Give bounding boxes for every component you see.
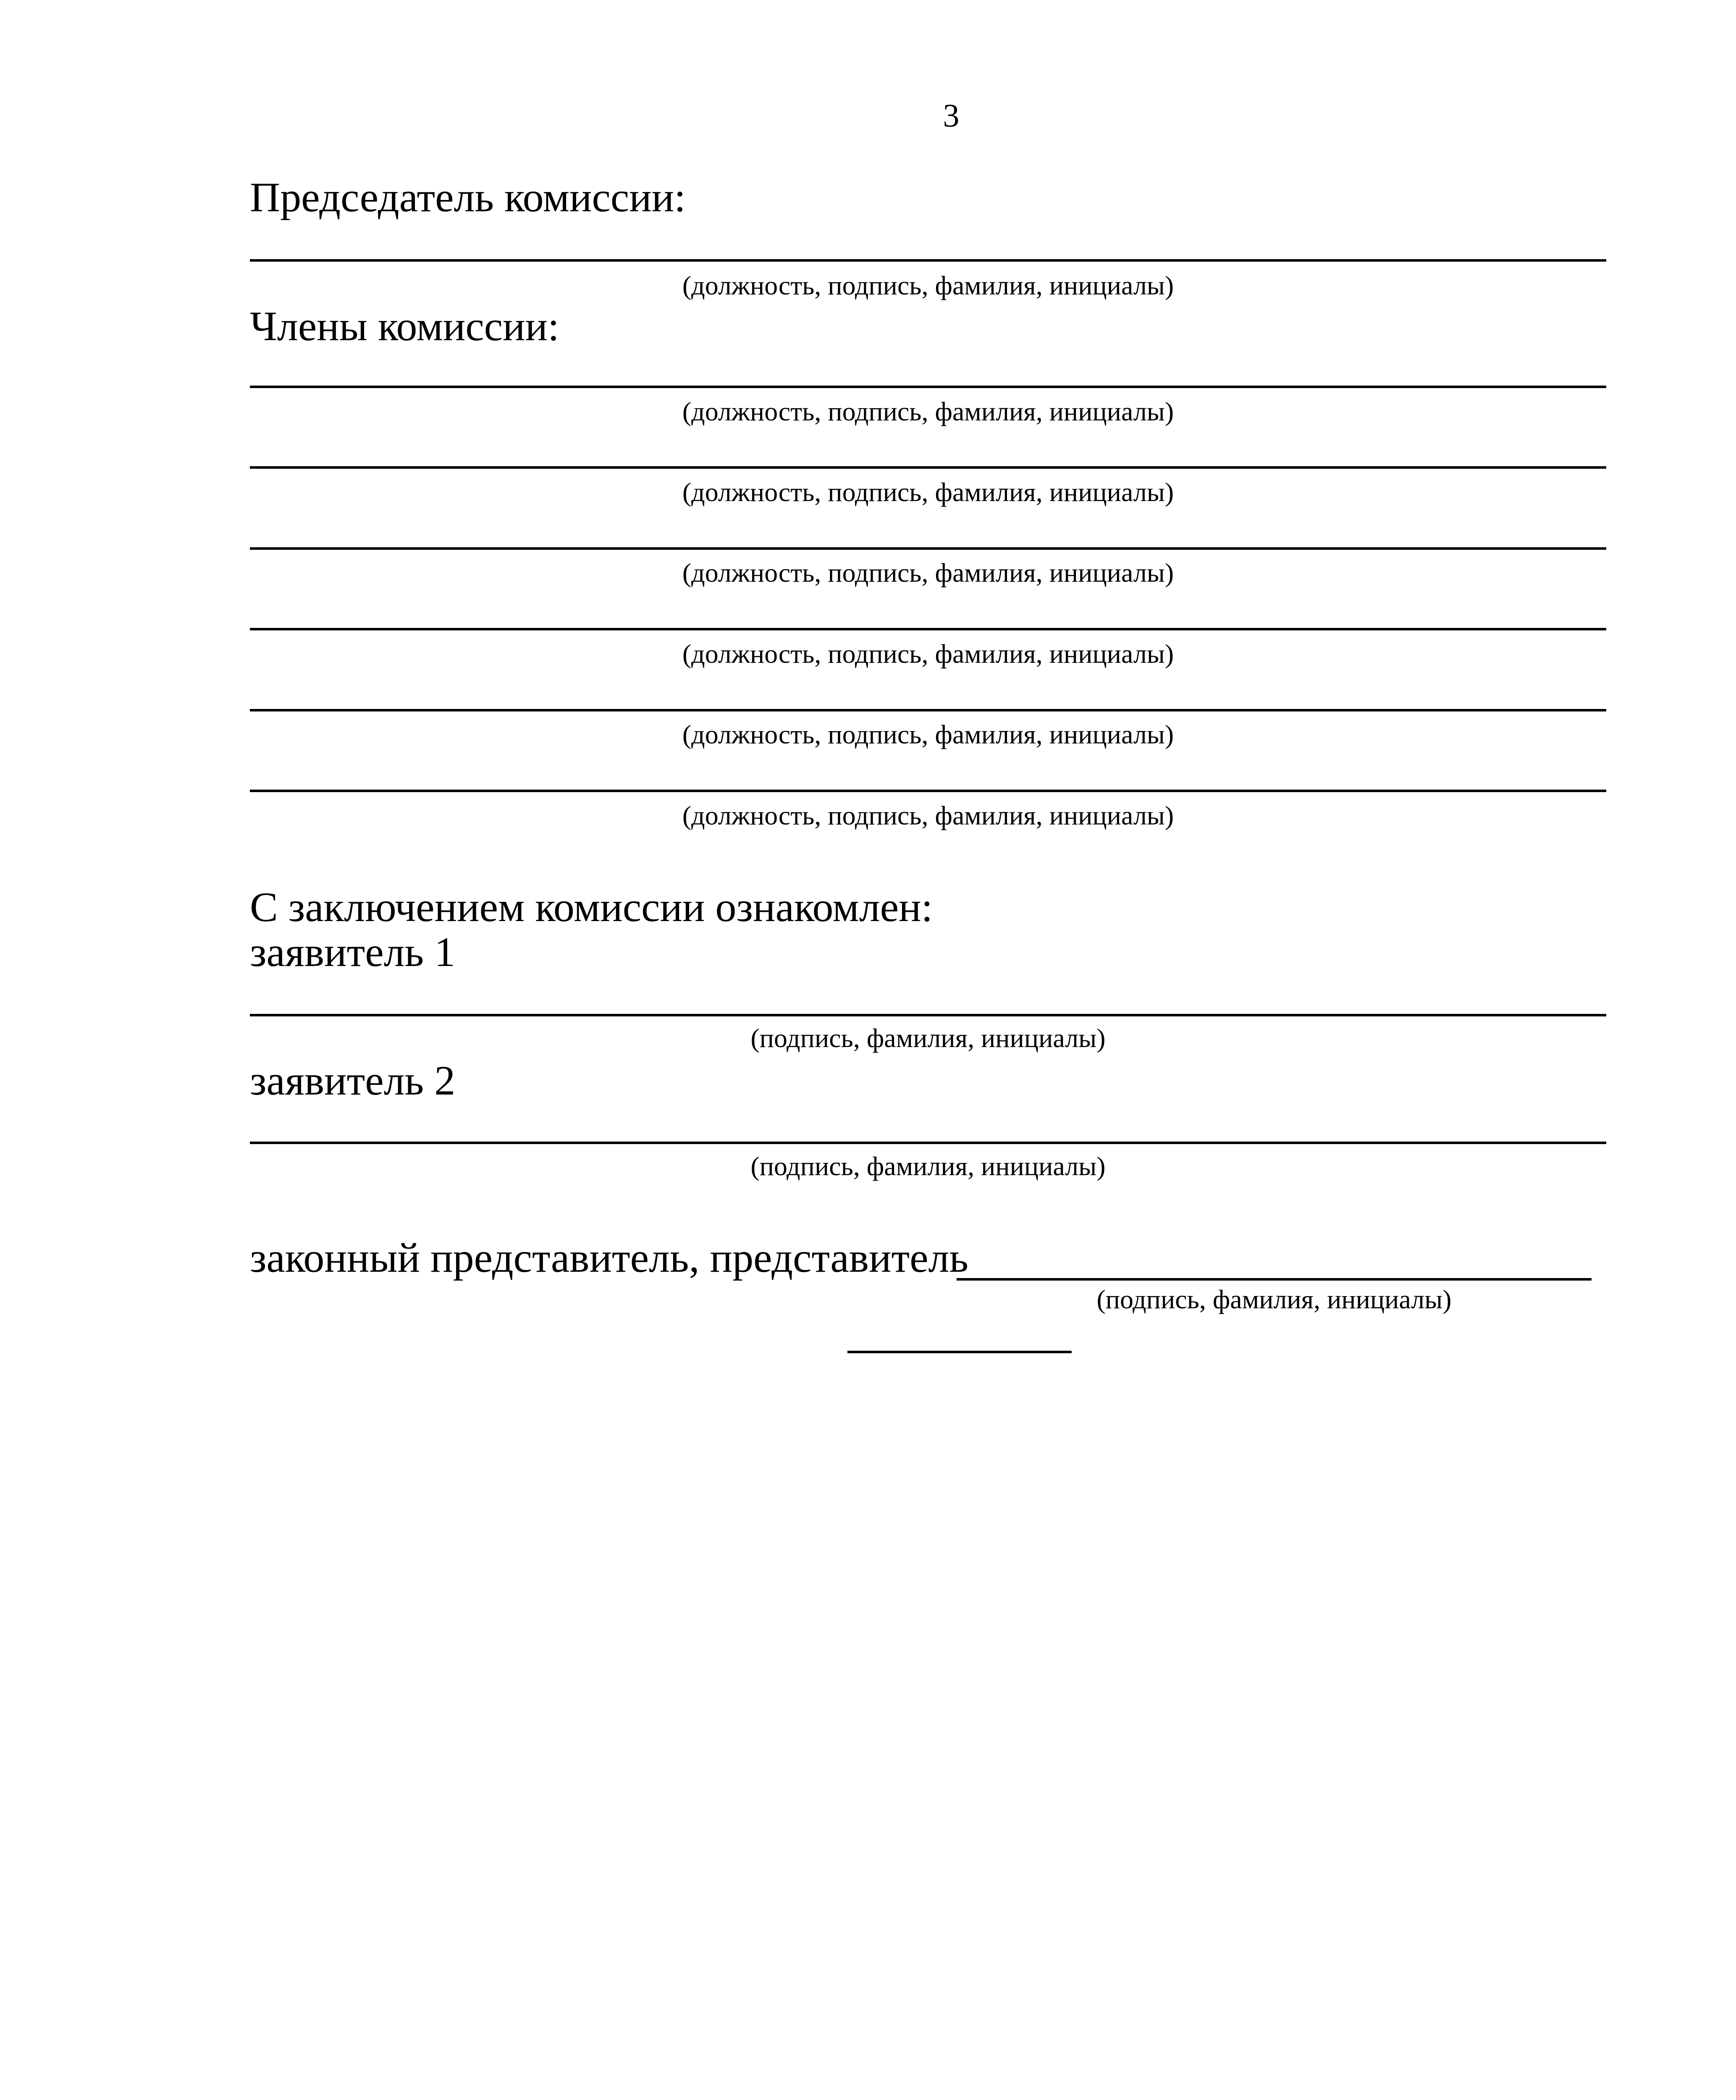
chairman-heading: Председатель комиссии: — [250, 174, 686, 220]
member-caption: (должность, подпись, фамилия, инициалы) — [682, 558, 1174, 588]
applicant2-caption: (подпись, фамилия, инициалы) — [750, 1151, 1106, 1181]
end-of-document-divider — [847, 1351, 1072, 1353]
member-signature-line — [250, 466, 1606, 469]
applicant1-label: заявитель 1 — [250, 929, 456, 975]
member-signature-line — [250, 709, 1606, 711]
applicant1-signature-line — [250, 1014, 1606, 1016]
applicant2-label: заявитель 2 — [250, 1057, 456, 1104]
representative-label: законный представитель, представитель — [250, 1234, 969, 1281]
chairman-caption: (должность, подпись, фамилия, инициалы) — [682, 270, 1174, 300]
member-signature-line — [250, 790, 1606, 792]
member-signature-line — [250, 386, 1606, 388]
applicant2-signature-line — [250, 1142, 1606, 1144]
applicant1-caption: (подпись, фамилия, инициалы) — [750, 1023, 1106, 1053]
member-caption: (должность, подпись, фамилия, инициалы) — [682, 801, 1174, 830]
representative-signature-line — [957, 1278, 1592, 1281]
member-signature-line — [250, 628, 1606, 630]
page-number: 3 — [943, 97, 960, 134]
acquaintance-heading: С заключением комиссии ознакомлен: — [250, 884, 933, 930]
members-heading: Члены комиссии: — [250, 303, 559, 349]
member-caption: (должность, подпись, фамилия, инициалы) — [682, 477, 1174, 507]
member-caption: (должность, подпись, фамилия, инициалы) — [682, 639, 1174, 669]
member-signature-line — [250, 547, 1606, 550]
member-caption: (должность, подпись, фамилия, инициалы) — [682, 396, 1174, 426]
chairman-signature-line — [250, 259, 1606, 262]
representative-caption: (подпись, фамилия, инициалы) — [1096, 1284, 1452, 1314]
member-caption: (должность, подпись, фамилия, инициалы) — [682, 719, 1174, 749]
